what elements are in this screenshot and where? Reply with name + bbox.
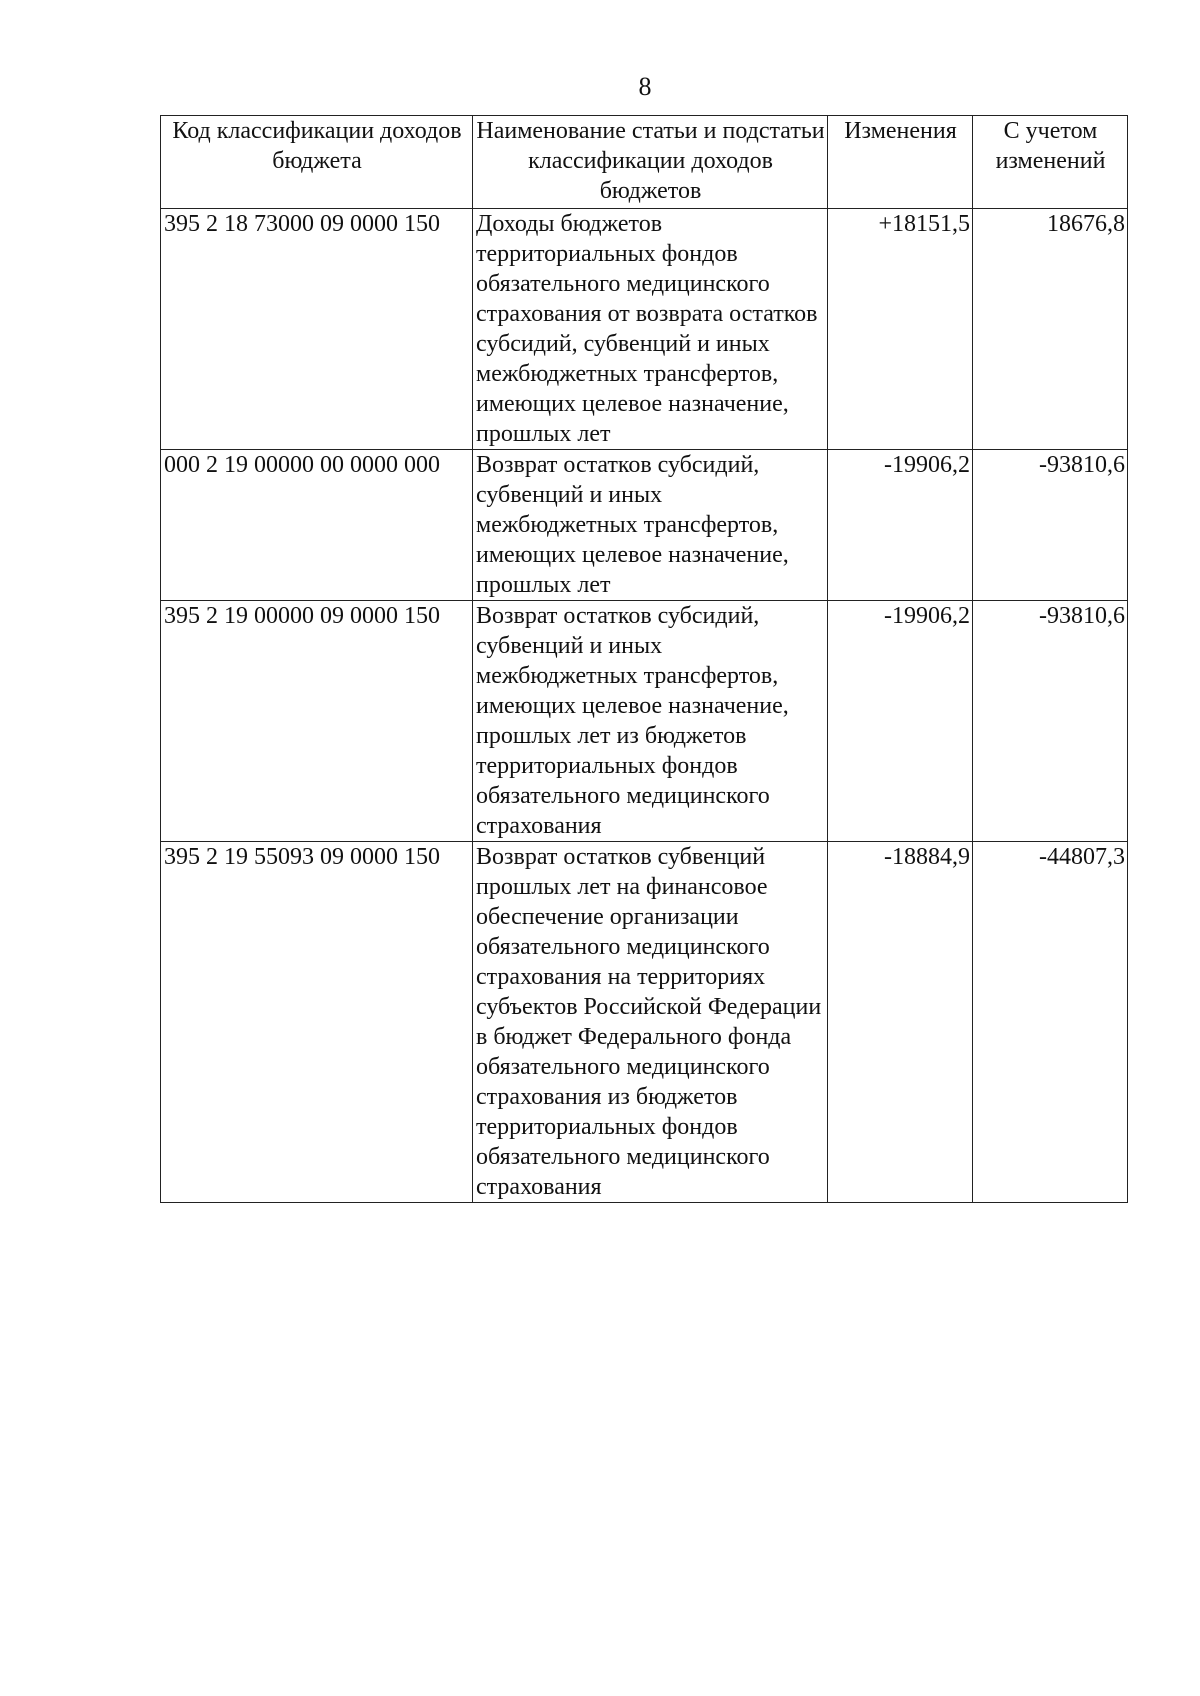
row-name: Возврат остатков субвенций прошлых лет на финансовое обеспечение организации обязательного медицинского страхования на территориях субъектов Российской Федерации в бюджет Федерального фонда обязательного медицинского страхования из бюджетов территориальных фондов обязательного медицинского страхования	[473, 842, 828, 1203]
table-row	[161, 601, 1128, 842]
row-code: 395 2 19 55093 09 0000 150	[161, 842, 473, 1203]
row-name: Возврат остатков субсидий, субвенций и иных межбюджетных трансфертов, имеющих целевое назначение, прошлых лет	[473, 450, 828, 601]
header-total-with-changes: С учетом изменений	[973, 116, 1128, 209]
header-changes: Изменения	[828, 116, 973, 209]
row-total: -93810,6	[973, 601, 1128, 842]
page-number: 8	[638, 72, 652, 101]
row-change: -18884,9	[828, 842, 973, 1203]
row-total: 18676,8	[973, 209, 1128, 450]
row-change: +18151,5	[828, 209, 973, 450]
header-classification-code: Код классификации доходов бюджета	[161, 116, 473, 209]
row-change: -19906,2	[828, 450, 973, 601]
row-change: -19906,2	[828, 601, 973, 842]
row-name: Возврат остатков субсидий, субвенций и иных межбюджетных трансфертов, имеющих целевое назначение, прошлых лет из бюджетов территориальных фондов обязательного медицинского страхования	[473, 601, 828, 842]
header-item-name: Наименование статьи и подстатьи классификации доходов бюджетов	[473, 116, 828, 209]
row-code: 395 2 18 73000 09 0000 150	[161, 209, 473, 450]
table-row	[161, 842, 1128, 1203]
row-total: -93810,6	[973, 450, 1128, 601]
table-row	[161, 450, 1128, 601]
row-name: Доходы бюджетов территориальных фондов обязательного медицинского страхования от возврата остатков субсидий, субвенций и иных межбюджетных трансфертов, имеющих целевое назначение, прошлых лет	[473, 209, 828, 450]
row-code: 395 2 19 00000 09 0000 150	[161, 601, 473, 842]
table-header-row	[161, 116, 1128, 209]
table-row	[161, 209, 1128, 450]
budget-revenue-table	[160, 115, 1128, 1203]
row-total: -44807,3	[973, 842, 1128, 1203]
row-code: 000 2 19 00000 00 0000 000	[161, 450, 473, 601]
